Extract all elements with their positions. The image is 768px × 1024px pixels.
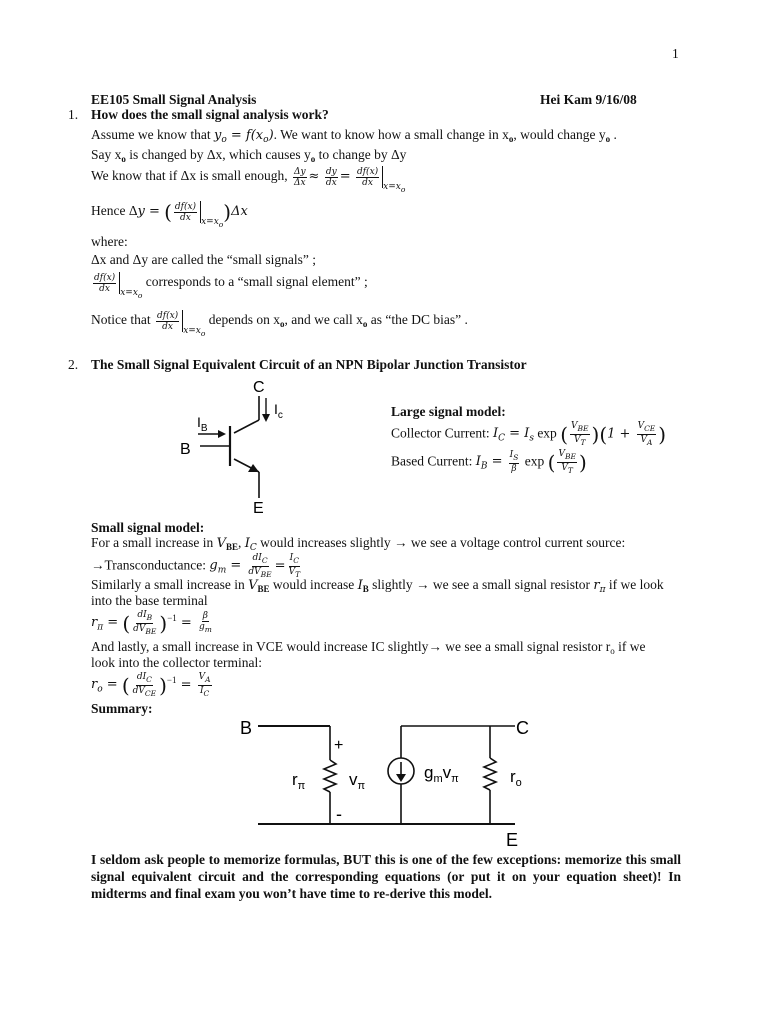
summary-title: Summary: [91,701,153,716]
s1-where: where: [91,234,128,249]
ss-para3-line2: look into the collector terminal: [91,655,262,670]
rpi-label: $r_\pi$ [292,770,306,792]
collector-label: C [253,379,265,396]
s1-line1: Assume we know that $y_o = f(x_o)$. We want to know how a small change in $x_o$, would change $y_o$ . [91,127,617,145]
ss-transconductance: →Transconductance: $g_m$ = $\frac{dI_C}{dV_{BE}}$ = $\frac{I_C}{V_T}$ [91,553,301,579]
s1-line3: We know that if Δx is small enough, $\frac{\Delta y}{\Delta x}$ ≈ $\frac{dy}{dx}$ = $\frac{df(x)}{dx}$ $_{x=x_o}$ [91,166,406,194]
circuit-plus-label: + [334,737,344,754]
vpi-label: $v_\pi$ [349,770,366,792]
s1-notice: Notice that $\frac{df(x)}{dx}$ $_{x=x_o}$ depends on $x_o$, and we call $x_o$ as “the DC bias” . [91,310,468,338]
ss-para2-line1: Similarly a small increase in $V_{BE}$ would increase $I_B$ slightly → we see a small signal resistor $r_\pi$ if we look [91,577,664,595]
s1-element: $\frac{df(x)}{dx}$ $_{x=x_o}$ corresponds to a “small signal element” ; [94,272,368,300]
document-title: EE105 Small Signal Analysis [91,92,257,107]
base-label: B [180,441,191,458]
ro-label: $r_o$ [510,767,522,789]
s1-line2: Say $x_o$ is changed by Δx, which causes $y_o$ to change by Δy [91,147,407,164]
ss-para1: For a small increase in $V_{BE}$, $I_C$ would increases slightly → we see a voltage control current source: [91,535,626,553]
ic-label: $I_c$ [274,401,283,421]
small-signal-title: Small signal model: [91,520,205,535]
base-current-eq: Based Current: $I_B$ = $\frac{I_S}{\beta}$ exp ( $\frac{V_{BE}}{V_T}$ ) [391,449,587,475]
rpi-eq: $r_\pi$ = ( $\frac{dI_B}{dV_{BE}}$ )$^{-1}$ = $\frac{\beta}{g_m}$ [91,610,212,636]
section1-heading: How does the small signal analysis work? [91,107,329,122]
circuit-minus-label: - [336,804,342,824]
author-date: Hei Kam 9/16/08 [540,92,637,107]
ss-para3-line1: And lastly, a small increase in VCE would increase IC slightly→ we see a small signal resistor $r_o$ if we [91,639,646,656]
section2-heading: The Small Signal Equivalent Circuit of an NPN Bipolar Junction Transistor [91,357,527,372]
circuit-e-label: E [506,830,519,850]
section1-number: 1. [68,107,79,122]
ro-eq: $r_o$ = ( $\frac{dI_C}{dV_{CE}}$ )$^{-1}$ = $\frac{V_A}{I_C}$ [91,672,211,698]
closing-paragraph: I seldom ask people to memorize formulas, BUT this is one of the few exceptions: memorize this small signal equivalent circuit and the corresponding equations (or put it on your equation sheet)! In midterms and final exam you won’t have time to re-derive this model. [91,852,681,901]
s1-small-signals: Δx and Δy are called the “small signals” ; [91,252,317,267]
page-number: 1 [672,46,679,61]
collector-current-eq: Collector Current: $I_C = I_s$ exp ( $\frac{V_{BE}}{V_T}$ )(1 + $\frac{V_{CE}}{V_A}$ ) [391,421,667,447]
section2-number: 2. [68,357,79,372]
large-signal-title: Large signal model: [391,404,506,419]
ib-label: $I_B$ [197,414,208,434]
ss-para2-line2: into the base terminal [91,593,208,608]
small-signal-circuit [230,712,550,852]
npn-bjt-symbol [170,376,290,516]
emitter-label: E [253,500,264,516]
gm-vpi-label: $g_mv_\pi$ [424,763,459,785]
circuit-c-label: C [516,718,529,738]
s1-line4: Hence Δy = ( $\frac{df(x)}{dx}$ $_{x=x_o}$)Δx [91,200,248,229]
circuit-b-label: B [240,718,253,738]
